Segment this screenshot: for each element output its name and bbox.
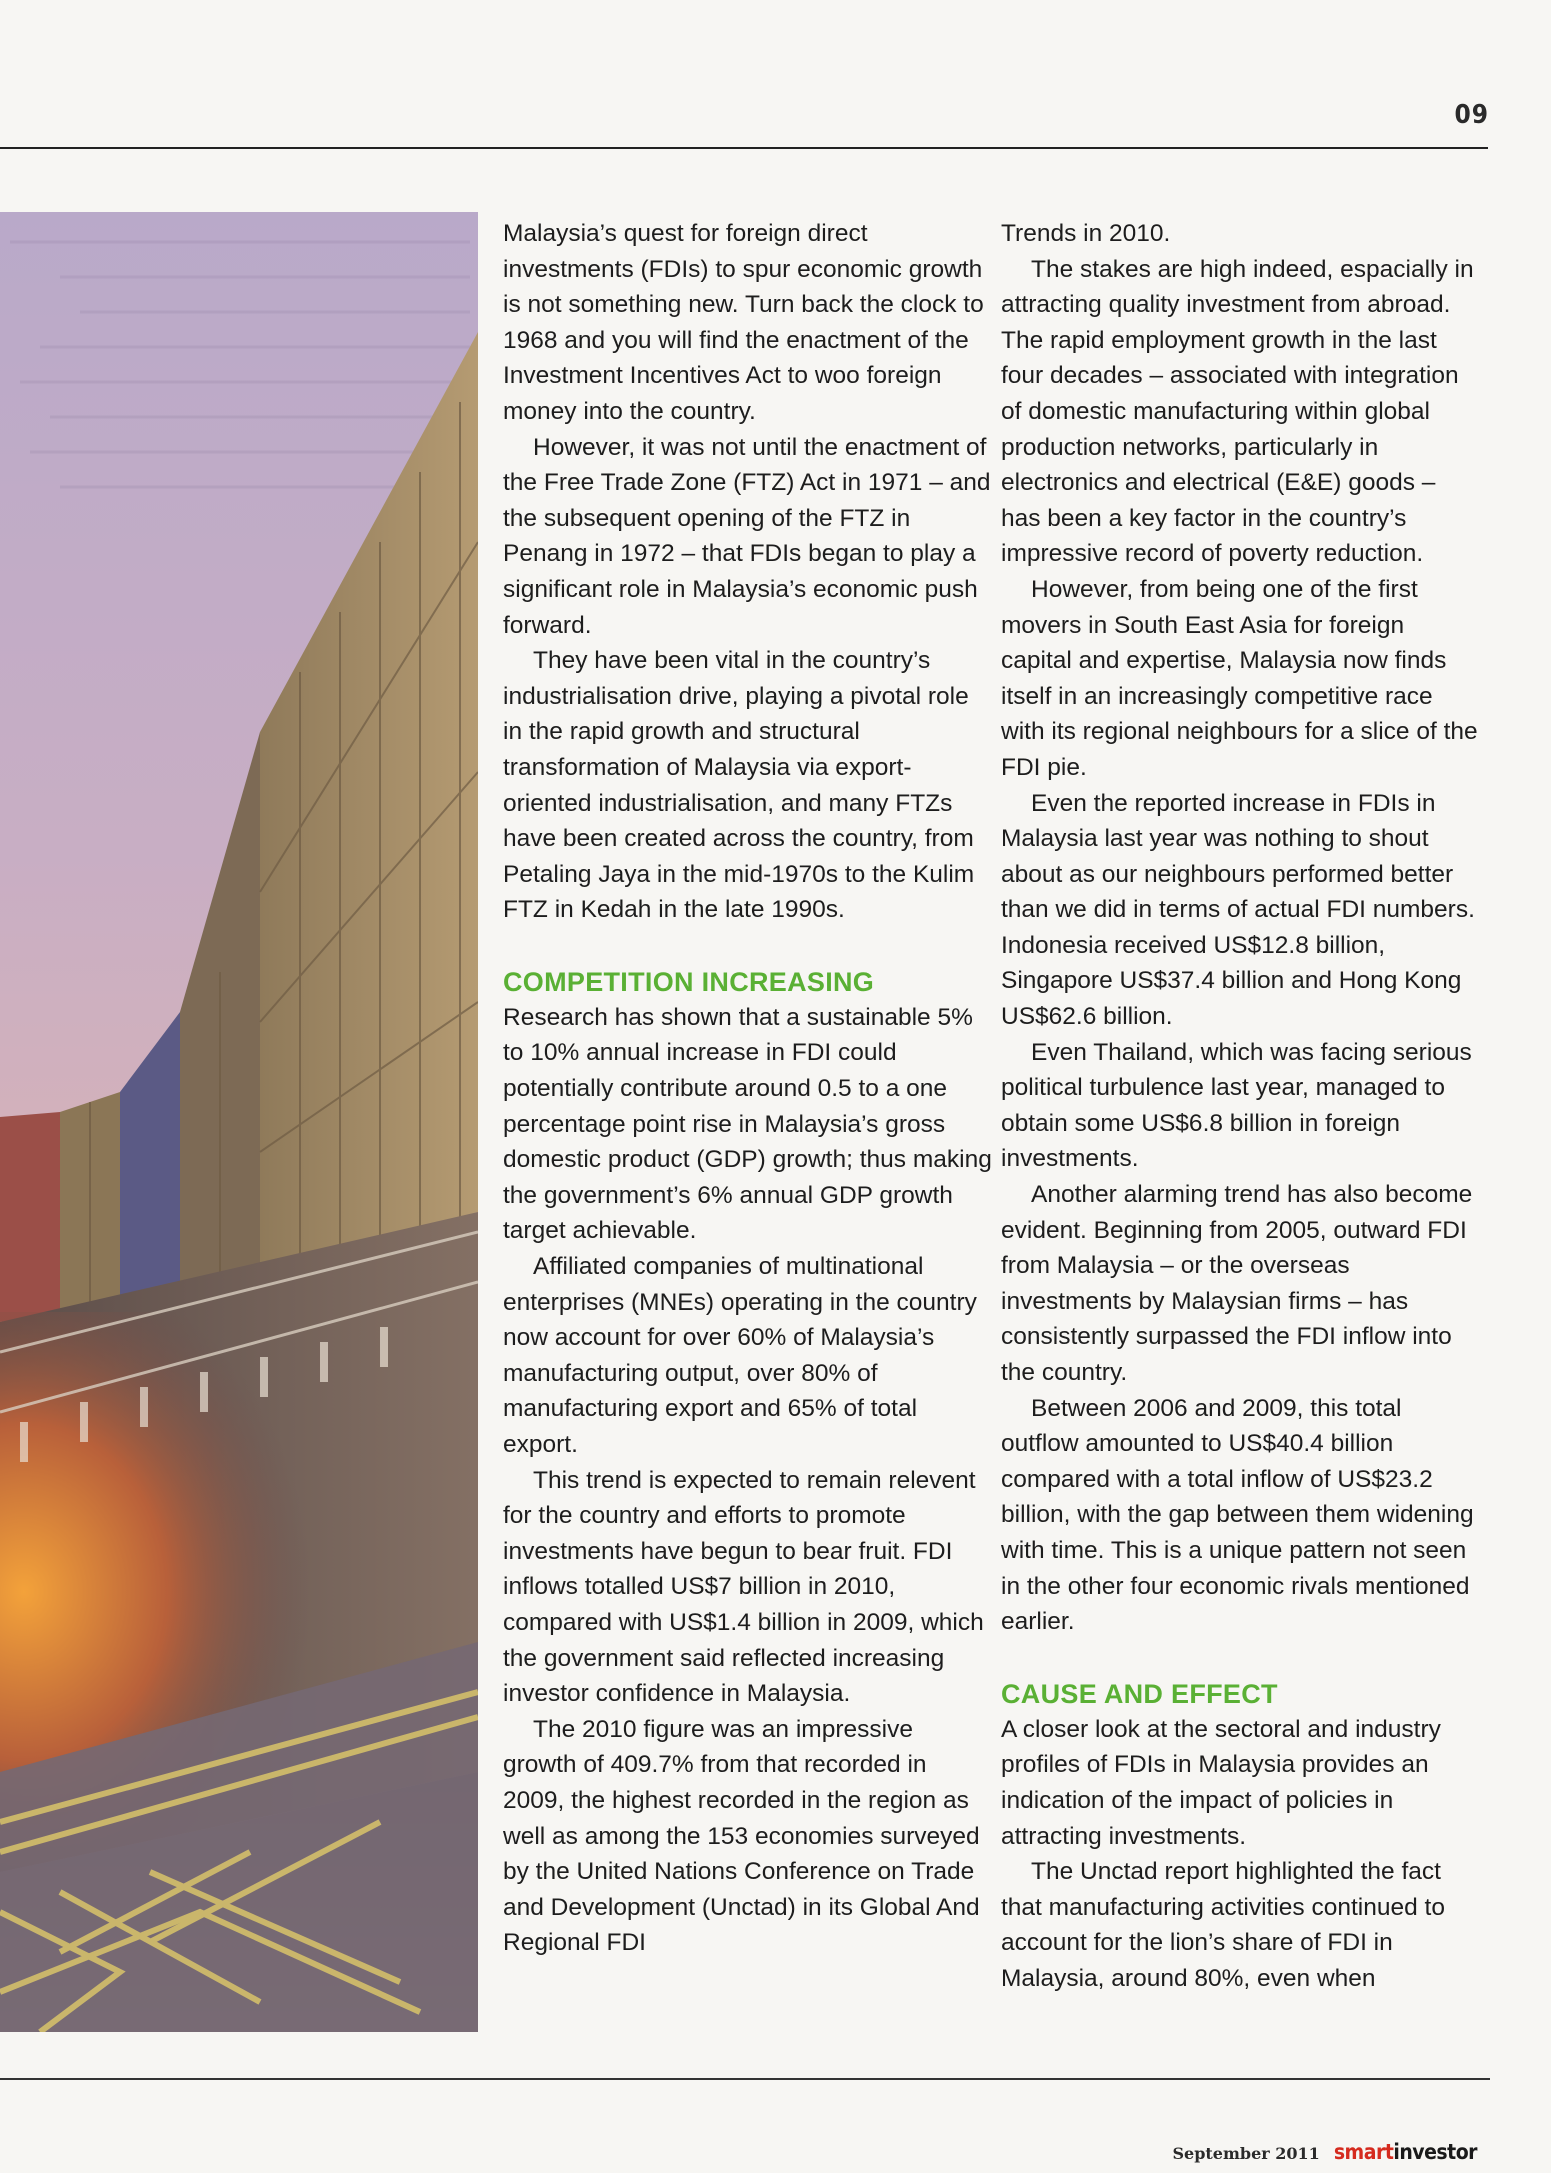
paragraph: Another alarming trend has also become evident. Beginning from 2005, outward FDI from Malaysia – or the overseas investments by Malaysian firms – has consistently surpassed the FDI inflow into the country. — [1001, 1181, 1473, 1386]
header-rule — [0, 147, 1488, 149]
paragraph: Affiliated companies of multinational enterprises (MNEs) operating in the country now account for over 60% of Malaysia’s manufacturing output, over 80% of manufacturing export and 65% of total export. — [503, 1253, 977, 1458]
logo-smart: smart — [1333, 2140, 1394, 2164]
article-column-2 — [1001, 216, 1479, 1997]
paragraph: Trends in 2010. — [1001, 220, 1171, 247]
paragraph: They have been vital in the country’s industrialisation drive, playing a pivotal role in the rapid growth and structural transformation of Malaysia via export-oriented industrialisation, and many FTZs have been created across the country, from Petaling Jaya in the mid-1970s to the Kulim FTZ in Kedah in the late 1990s. — [503, 647, 975, 924]
paragraph: The Unctad report highlighted the fact that manufacturing activities continued to account for the lion’s share of FDI in Malaysia, around 80%, even when — [1001, 1858, 1445, 1992]
paragraph: Even the reported increase in FDIs in Malaysia last year was nothing to shout about as our neighbours performed better than we did in terms of actual FDI numbers. Indonesia received US$12.8 billion, Singapore US$37.4 billion and Hong Kong US$62.6 billion. — [1001, 789, 1475, 1031]
paragraph: The stakes are high indeed, espacially in attracting quality investment from abroad. The rapid employment growth in the last four decades – associated with integration of domestic manufacturing within global production networks, particularly in electronics and electrical (E&E) goods – has been a key factor in the country’s impressive record of poverty reduction. — [1001, 255, 1474, 568]
paragraph: A closer look at the sectoral and industry profiles of FDIs in Malaysia provides an indication of the impact of policies in attracting investments. — [1001, 1715, 1441, 1850]
paragraph: However, from being one of the first movers in South East Asia for foreign capital and expertise, Malaysia now finds itself in an increasingly competitive race with its regional neighbours for a slice of the FDI pie. — [1001, 575, 1478, 781]
paragraph: Malaysia’s quest for foreign direct investments (FDIs) to spur economic growth is not something new. Turn back the clock to 1968 and you will find the enactment of the Investment Incentives Act to woo foreign money into the country. — [503, 220, 984, 425]
paragraph: However, it was not until the enactment of the Free Trade Zone (FTZ) Act in 1971 – and the subsequent opening of the FTZ in Penang in 1972 – that FDIs began to play a significant role in Malaysia’s economic push forward. — [503, 433, 991, 639]
article-column-1 — [503, 216, 993, 1961]
paragraph: Research has shown that a sustainable 5% to 10% annual increase in FDI could potentially contribute around 0.5 to a one percentage point rise in Malaysia’s gross domestic product (GDP) growth; thus making the government’s 6% annual GDP growth target achievable. — [503, 1003, 992, 1245]
issue-date: September 2011 — [1172, 2144, 1320, 2163]
paragraph: This trend is expected to remain relevent for the country and efforts to promote investments have begun to bear fruit. FDI inflows totalled US$7 billion in 2010, compared with US$1.4 billion in 2009, which the government said reflected increasing investor confidence in Malaysia. — [503, 1466, 984, 1708]
paragraph: The 2010 figure was an impressive growth of 409.7% from that recorded in 2009, the highest recorded in the region as well as among the 153 economies surveyed by the United Nations Conference on Trade and Development (Unctad) in its Global And Regional FDI — [503, 1715, 980, 1957]
footer — [1172, 2140, 1477, 2164]
magazine-logo — [1334, 2140, 1477, 2164]
section-heading-competition: COMPETITION INCREASING — [503, 966, 875, 997]
paragraph: Between 2006 and 2009, this total outflow amounted to US$40.4 billion compared with a total inflow of US$23.2 billion, with the gap between them widening with time. This is a unique pattern not seen in the other four economic rivals mentioned earlier. — [1001, 1394, 1474, 1636]
footer-rule — [0, 2078, 1490, 2080]
section-heading-cause-effect: CAUSE AND EFFECT — [1001, 1678, 1278, 1709]
container-port-photo — [0, 212, 478, 2032]
logo-investor: investor — [1393, 2140, 1477, 2164]
paragraph: Even Thailand, which was facing serious political turbulence last year, managed to obtain some US$6.8 billion in foreign investments. — [1001, 1038, 1472, 1173]
page-number: 09 — [1454, 100, 1489, 130]
